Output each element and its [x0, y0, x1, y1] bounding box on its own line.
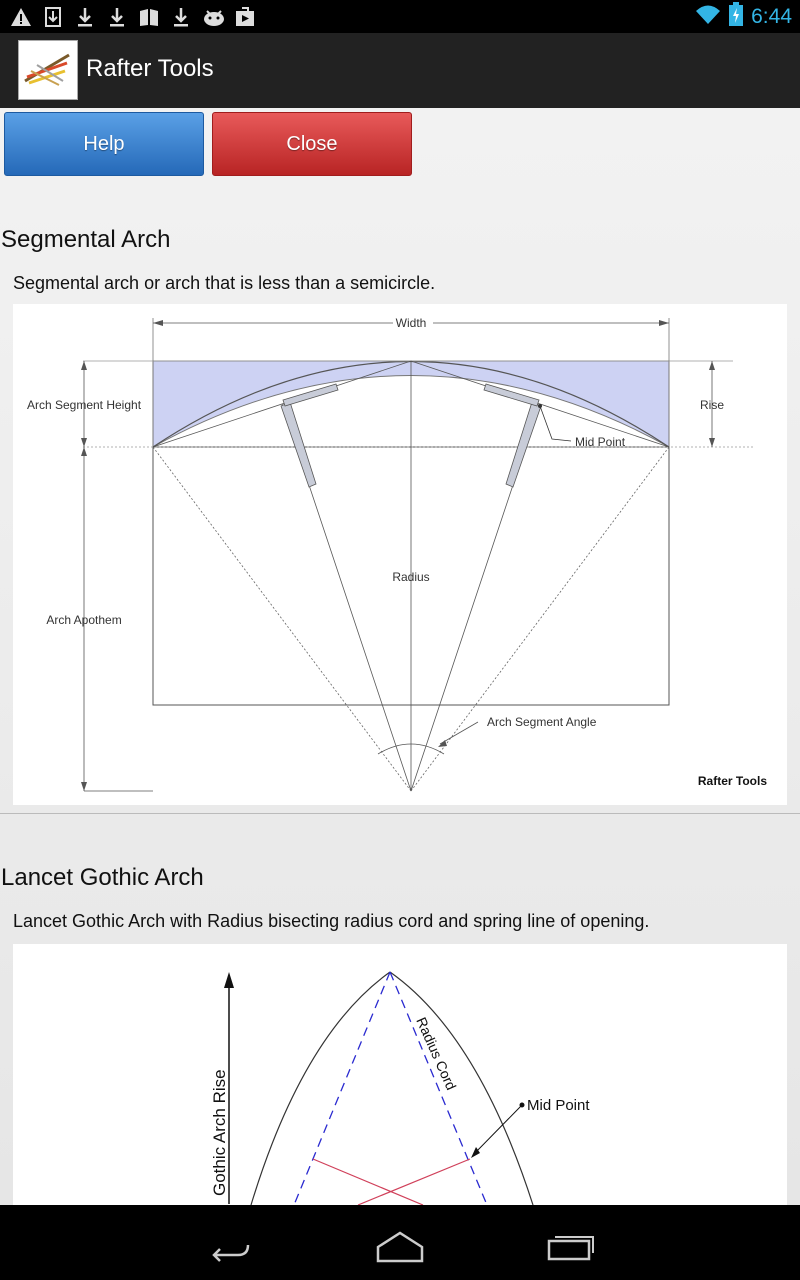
lancet-gothic-arch-title: Lancet Gothic Arch	[1, 864, 204, 891]
wifi-icon	[695, 3, 721, 31]
lancet-gothic-arch-description: Lancet Gothic Arch with Radius bisecting radius cord and spring line of opening.	[13, 911, 650, 931]
back-icon[interactable]	[200, 1223, 260, 1263]
book-icon	[138, 6, 160, 28]
action-bar	[0, 33, 800, 108]
play-store-icon	[234, 6, 256, 28]
radius-label: Radius	[392, 570, 430, 584]
download-icon	[106, 6, 128, 28]
segmental-arch-title: Segmental Arch	[1, 226, 171, 253]
warning-icon	[10, 6, 32, 28]
rise-label: Rise	[699, 398, 725, 412]
android-icon	[202, 6, 224, 28]
download-icon	[170, 6, 192, 28]
home-icon[interactable]	[370, 1223, 430, 1263]
section-divider	[0, 813, 800, 814]
lancet-mid-point-label: Mid Point	[527, 1097, 590, 1114]
download-icon	[74, 6, 96, 28]
gothic-arch-rise-label: Gothic Arch Rise	[210, 1069, 229, 1196]
download-box-icon	[42, 6, 64, 28]
segmental-arch-description: Segmental arch or arch that is less than a semicircle.	[13, 273, 436, 293]
lancet-gothic-arch-diagram	[13, 944, 787, 1205]
rafter-tools-watermark: Rafter Tools	[697, 774, 767, 788]
arch-segment-angle-label: Arch Segment Angle	[487, 715, 597, 729]
app-title: Rafter Tools	[86, 55, 214, 82]
width-label: Width	[395, 316, 427, 330]
navigation-bar	[0, 1205, 800, 1280]
recent-apps-icon[interactable]	[541, 1223, 601, 1263]
mid-point-label: Mid Point	[575, 435, 626, 449]
close-button[interactable]: Close	[212, 112, 412, 176]
clock: 6:44	[751, 5, 792, 28]
arch-apothem-label: Arch Apothem	[46, 613, 122, 627]
content-scroll[interactable]	[0, 108, 800, 1205]
segmental-arch-diagram	[13, 304, 787, 805]
status-right	[695, 3, 792, 31]
battery-charging-icon	[729, 2, 743, 32]
app-logo[interactable]	[18, 40, 78, 100]
notification-icons	[10, 4, 256, 30]
help-button[interactable]: Help	[4, 112, 204, 176]
arch-segment-height-label: Arch Segment Height	[26, 398, 142, 412]
status-bar	[0, 0, 800, 33]
radius-cord-label: Radius Cord	[413, 1014, 460, 1093]
